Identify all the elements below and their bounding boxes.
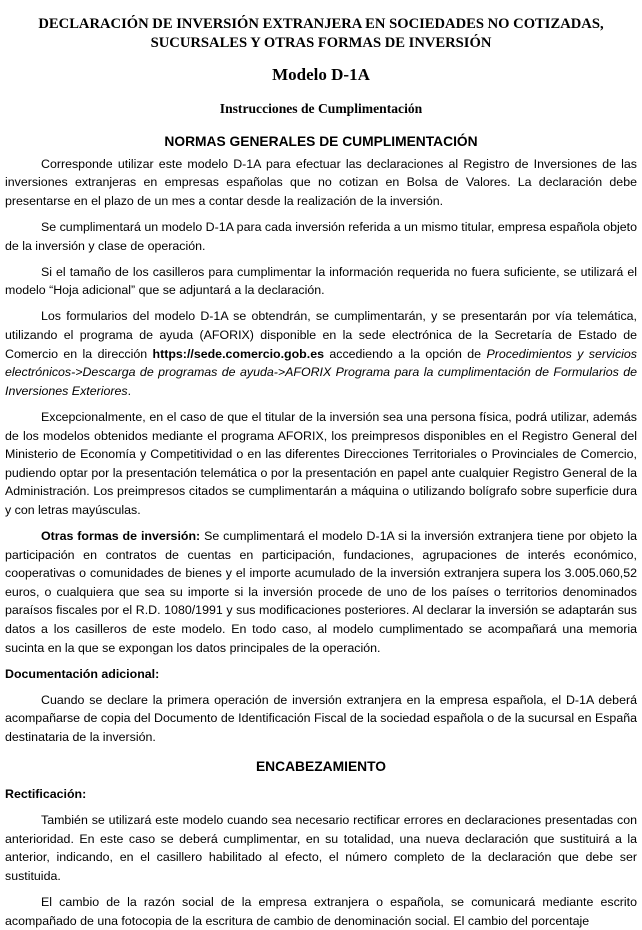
model-title: Modelo D-1A <box>272 65 370 84</box>
document-title <box>5 15 637 53</box>
document-title-line2: SUCURSALES Y OTRAS FORMAS DE INVERSIÓN <box>150 35 492 51</box>
sede-comercio-url: https://sede.comercio.gob.es <box>152 346 324 361</box>
paragraph-p4 <box>5 307 637 400</box>
paragraph-p7: Cuando se declare la primera operación de inversión extranjera en la empresa española, el D-1A deberá acompañarse de copia del Documento de Identificación Fiscal de la sociedad española o de la sucursal en España destinataria de la inversión. <box>5 692 637 744</box>
paragraph-p1: Corresponde utilizar este modelo D-1A para efectuar las declaraciones al Registro de Inversiones de las inversiones extranjeras en empresas españolas que no cotizan en Bolsa de Valores. La declaración debe presentarse en el plazo de un mes a contar desde la realización de la inversión. <box>5 156 637 208</box>
section-heading-normas: NORMAS GENERALES DE CUMPLIMENTACIÓN <box>164 134 478 150</box>
paragraph-p9: El cambio de la razón social de la empresa extranjera o española, se comunicará mediante escrito acompañado de una fotocopia de la escritura de cambio de denominación social. El cambio del porcentaje <box>5 895 637 928</box>
otras-formas-lead: Otras formas de inversión: <box>41 528 201 543</box>
section-heading-encabezamiento: ENCABEZAMIENTO <box>255 758 387 774</box>
document-subtitle: Instrucciones de Cumplimentación <box>219 100 423 116</box>
paragraph-p3: Si el tamaño de los casilleros para cumplimentar la información requerida no fuera suficiente, se utilizará el modelo “Hoja adicional” que se adjuntará a la declaración. <box>5 264 637 298</box>
heading-documentacion-adicional: Documentación adicional: <box>5 666 160 681</box>
aforix-menu-path: Procedimientos y servicios electrónicos->Descarga de programas de ayuda->AFORIX Programa para la cumplimentación de Formularios de Inversiones Exteriores <box>5 346 637 398</box>
paragraph-p4-end: . <box>127 383 132 398</box>
paragraph-p6 <box>5 527 637 657</box>
document-title-line1: DECLARACIÓN DE INVERSIÓN EXTRANJERA EN SOCIEDADES NO COTIZADAS, <box>38 16 604 32</box>
paragraph-p8: También se utilizará este modelo cuando sea necesario rectificar errores en declaraciones presentadas con anterioridad. En este caso se deberá cumplimentar, en su totalidad, una nueva declaración que sustituirá a la anterior, indicando, en el casillero habilitado al efecto, el número completo de la declaración que debe ser sustituida. <box>5 813 637 883</box>
paragraph-p5: Excepcionalmente, en el caso de que el titular de la inversión sea una persona física, podrá utilizar, además de los modelos obtenidos mediante el programa AFORIX, los preimpresos disponibles en el Registro General del Ministerio de Economía y Competitividad o en las diferentes Direcciones Territoriales o Provinciales de Comercio, pudiendo optar por la presentación telemática o por la presentación en papel ante cualquier Registro General de la Administración. Los preimpresos citados se cumplimentarán a máquina o utilizando bolígrafo sobre superficie dura y con letras mayúsculas. <box>5 409 637 517</box>
paragraph-p4-text-b: accediendo a la opción de <box>323 346 487 361</box>
heading-rectificacion: Rectificación: <box>5 787 87 802</box>
paragraph-p4-text-a: Los formularios del modelo D-1A se obtendrán, se cumplimentarán, y se presentarán por vía telemática, utilizando el programa de ayuda (AFORIX) disponible en la sede electrónica de la Secretaría de Estado de Comercio en la dirección <box>5 309 637 361</box>
paragraph-p2: Se cumplimentará un modelo D-1A para cada inversión referida a un mismo titular, empresa española objeto de la inversión y clase de operación. <box>5 220 637 253</box>
paragraph-p6-rest: Se cumplimentará el modelo D-1A si la inversión extranjera tiene por objeto la participación en contratos de cuentas en participación, fundaciones, agrupaciones de interés económico, cooperativas o comunidades de bienes y el importe acumulado de la inversión extranjera supera los 3.005.060,52 euros, o cualquiera que sea su importe si la inversión procede de uno de los países o territorios denominados paraísos fiscales por el R.D. 1080/1991 y sus modificaciones posteriores. Al declarar la inversión se adaptarán sus datos a los casilleros de este modelo. En todo caso, al modelo cumplimentado se acompañará una memoria sucinta en la que se expongan los datos principales de la operación. <box>5 528 637 655</box>
